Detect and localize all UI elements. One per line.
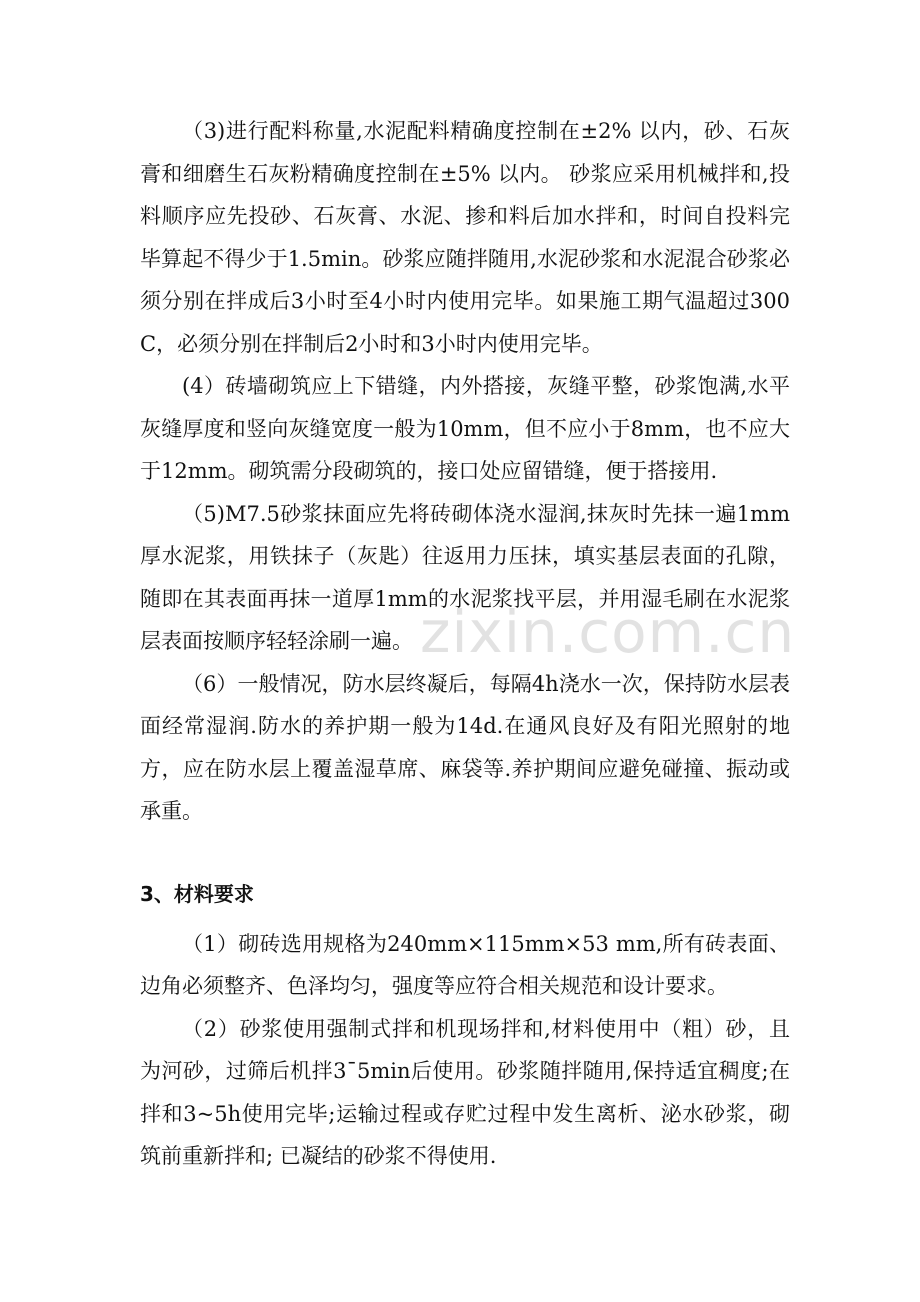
paragraph-brick-spec: （1）砌砖选用规格为240mm×115mm×53 mm,所有砖表面、边角必须整齐、色泽均匀，强度等应符合相关规范和设计要求。 [140, 931, 790, 998]
section-heading-material-requirements: 3、材料要求 [140, 881, 254, 906]
watermark: zixin.com.cn [420, 598, 796, 666]
paragraph-mixing-measurement: （3)进行配料称量,水泥配料精确度控制在±2% 以内，砂、石灰膏和细磨生石灰粉精确度控制在±5% 以内。 砂浆应采用机械拌和,投料顺序应先投砂、石灰膏、水泥、掺和料后加水拌和，时间自投料完毕算起不得少于1.5min。砂浆应随拌随用,水泥砂浆和水泥混合砂浆必须分别在拌成后3小时至4小时内使用完毕。如果施工期气温超过300C，必须分别在拌制后2小时和3小时内使用完毕。 [140, 119, 790, 356]
paragraph-mortar-plastering: （5)M7.5砂浆抹面应先将砖砌体浇水湿润,抹灰时先抹一遍1mm厚水泥浆，用铁抹子（灰匙）往返用力压抹，填实基层表面的孔隙，随即在其表面再抹一道厚1mm的水泥浆找平层，并用湿毛刷在水泥浆层表面按顺序轻轻涂刷一遍。 [140, 501, 790, 653]
document-body [140, 110, 790, 1178]
paragraph-curing: （6）一般情况，防水层终凝后，每隔4h浇水一次，保持防水层表面经常湿润.防水的养护期一般为14d.在通风良好及有阳光照射的地方，应在防水层上覆盖湿草席、麻袋等.养护期间应避免碰撞、振动或承重。 [140, 671, 790, 823]
paragraph-mortar-mixing: （2）砂浆使用强制式拌和机现场拌和,材料使用中（粗）砂，且为河砂，过筛后机拌3¯5min后使用。砂浆随拌随用,保持适宜稠度;在拌和3~5h使用完毕;运输过程或存贮过程中发生离析、泌水砂浆，砌筑前重新拌和; 已凝结的砂浆不得使用. [140, 1016, 790, 1168]
paragraph-brick-wall-laying: (4）砖墙砌筑应上下错缝，内外搭接，灰缝平整，砂浆饱满,水平灰缝厚度和竖向灰缝宽度一般为10mm，但不应小于8mm，也不应大于12mm。砌筑需分段砌筑的，接口处应留错缝，便于搭接用. [140, 374, 790, 483]
